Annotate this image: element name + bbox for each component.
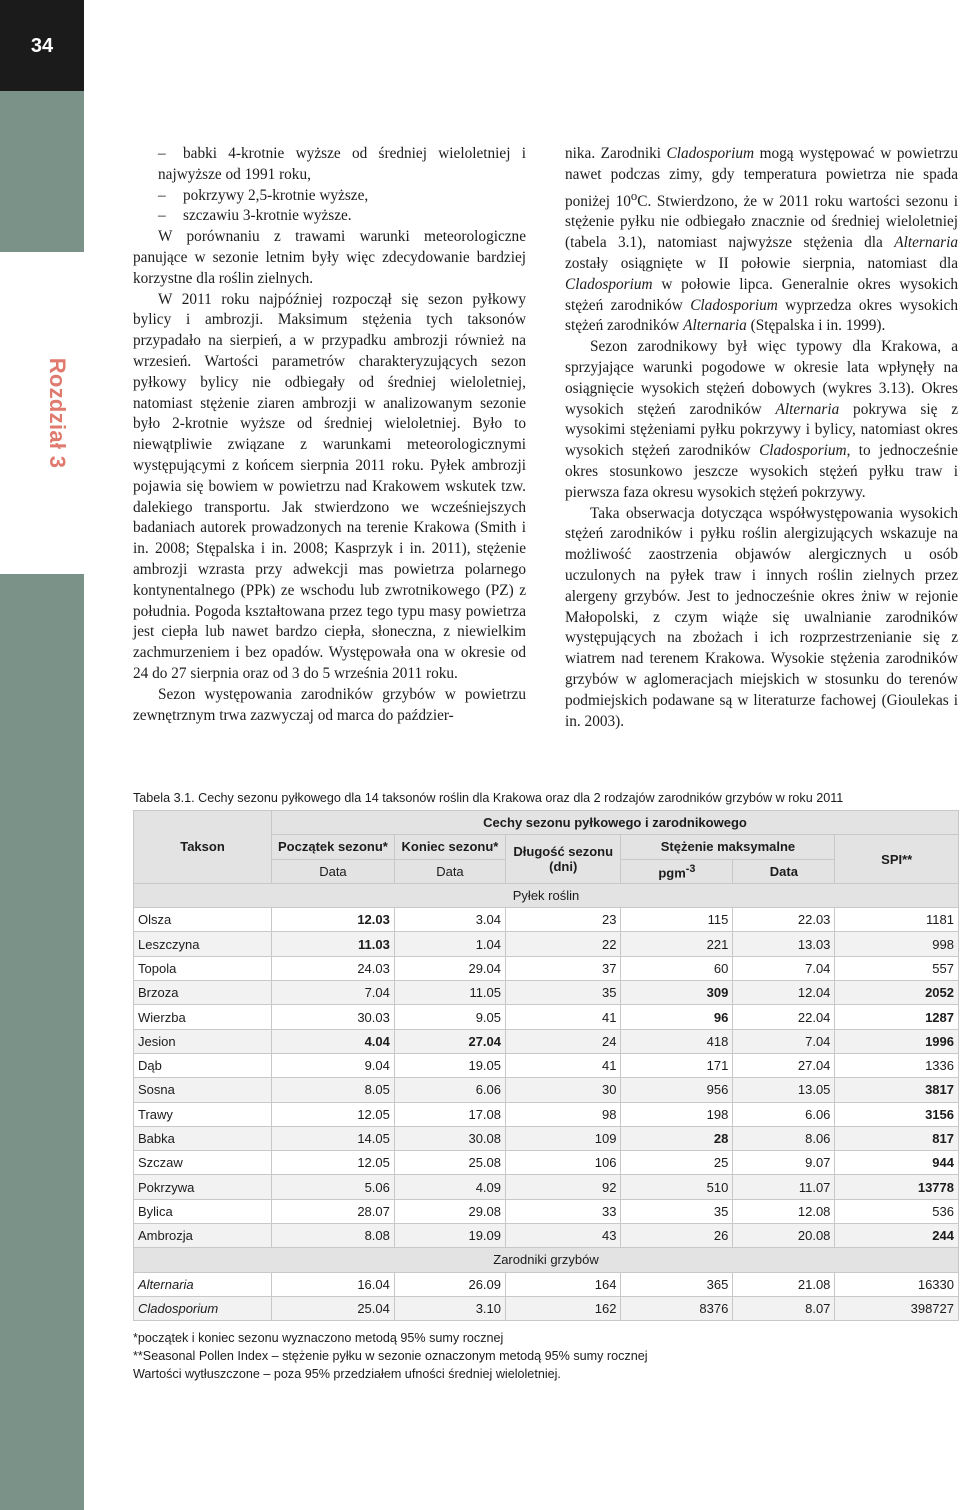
table-caption: Tabela 3.1. Cechy sezonu pyłkowego dla 14 taksonów roślin dla Krakowa oraz dla 2 rodzajów zarodników grzybów w roku 2011 — [133, 791, 844, 805]
cell-start: 8.08 — [272, 1224, 395, 1248]
cell-date: 12.04 — [733, 981, 835, 1005]
cell-takson: Alternaria — [134, 1272, 272, 1296]
cell-len: 41 — [506, 1005, 621, 1029]
cell-start: 8.05 — [272, 1078, 395, 1102]
table-row — [134, 1102, 959, 1126]
cell-start: 5.06 — [272, 1175, 395, 1199]
table-row — [134, 1078, 959, 1102]
cell-max: 956 — [621, 1078, 733, 1102]
cell-date: 13.05 — [733, 1078, 835, 1102]
cell-end: 1.04 — [394, 932, 505, 956]
cell-max: 418 — [621, 1029, 733, 1053]
cell-takson: Pokrzywa — [134, 1175, 272, 1199]
cell-takson: Olsza — [134, 908, 272, 932]
cell-max: 8376 — [621, 1296, 733, 1320]
paragraph: W 2011 roku najpóźniej rozpoczął się sezon pyłkowy bylicy i ambrozji. Maksimum stężenia tych taksonów przypadało na sierpień, a w przypadku ambrozji również na wrzesień. Wartości parametrów charakteryzujących sezon pyłkowy bylicy nie odbiegały od średniej wieloletniej, natomiast stężenie ziaren ambrozji w analizowanym sezonie było 2-krotnie wyższe od średniej wieloletniej. Było to niewątpliwie związane z warunkami meteorologicznymi występującymi z końcem sierpnia 2011 roku. Pyłek ambrozji pojawia się bowiem w powietrzu nad Krakowem wskutek tzw. dalekiego transportu. Jak stwierdzono we wcześniejszych badaniach autorek prowadzonych na terenie Krakowa (Smith i in. 2008; Stępalska i in. 2008; Kasprzyk i in. 2011), stężenie ambrozji wzrasta przy adwekcji mas powietrza polarnego kontynentalnego (PPk) ze wschodu lub zwrotnikowego (PZ) z południa. Pogoda kształtowana przez tego typu masy powietrza jest ciepła lub nawet bardzo ciepła, słoneczna, z niewielkim zachmurzeniem i bez opadów. Występowała ona w okresie od 24 do 27 sierpnia oraz od 3 do 5 września 2011 roku. — [133, 290, 526, 682]
header-group: Cechy sezonu pyłkowego i zarodnikowego — [272, 811, 959, 835]
cell-date: 21.08 — [733, 1272, 835, 1296]
cell-date: 7.04 — [733, 1029, 835, 1053]
cell-max: 221 — [621, 932, 733, 956]
cell-date: 22.04 — [733, 1005, 835, 1029]
table-body — [134, 883, 959, 1320]
cell-takson: Ambrozja — [134, 1224, 272, 1248]
cell-max: 35 — [621, 1199, 733, 1223]
cell-date: 6.06 — [733, 1102, 835, 1126]
cell-end: 19.05 — [394, 1053, 505, 1077]
cell-len: 164 — [506, 1272, 621, 1296]
table-notes — [133, 1329, 648, 1384]
left-text-column — [133, 144, 526, 726]
bullet-item: – babki 4-krotnie wyższe od średniej wieloletniej i najwyższe od 1991 roku, — [133, 144, 526, 186]
table-row — [134, 1005, 959, 1029]
cell-end: 9.05 — [394, 1005, 505, 1029]
cell-takson: Leszczyna — [134, 932, 272, 956]
cell-start: 7.04 — [272, 981, 395, 1005]
cell-spi: 244 — [835, 1224, 959, 1248]
header-data: Data — [272, 859, 395, 883]
cell-max: 198 — [621, 1102, 733, 1126]
paragraph: W porównaniu z trawami warunki meteorologiczne panujące w sezonie letnim były więc zdecydowanie bardziej korzystne dla roślin zielnych. — [133, 228, 526, 287]
cell-end: 3.04 — [394, 908, 505, 932]
bullet-item: – szczawiu 3-krotnie wyższe. — [133, 206, 526, 227]
cell-max: 115 — [621, 908, 733, 932]
cell-takson: Sosna — [134, 1078, 272, 1102]
cell-len: 35 — [506, 981, 621, 1005]
cell-start: 30.03 — [272, 1005, 395, 1029]
cell-spi: 13778 — [835, 1175, 959, 1199]
table-row — [134, 932, 959, 956]
cell-end: 26.09 — [394, 1272, 505, 1296]
cell-start: 16.04 — [272, 1272, 395, 1296]
cell-end: 6.06 — [394, 1078, 505, 1102]
cell-date: 12.08 — [733, 1199, 835, 1223]
cell-start: 24.03 — [272, 956, 395, 980]
group-row-pollen: Pyłek roślin — [134, 883, 959, 907]
cell-len: 22 — [506, 932, 621, 956]
chapter-label: Rozdział 3 — [45, 357, 70, 469]
cell-start: 14.05 — [272, 1126, 395, 1150]
table-row — [134, 1199, 959, 1223]
cell-takson: Trawy — [134, 1102, 272, 1126]
cell-end: 11.05 — [394, 981, 505, 1005]
right-text-column — [565, 144, 958, 732]
cell-max: 309 — [621, 981, 733, 1005]
cell-max: 365 — [621, 1272, 733, 1296]
cell-start: 28.07 — [272, 1199, 395, 1223]
cell-date: 22.03 — [733, 908, 835, 932]
paragraph: nika. Zarodniki Cladosporium mogą występować w powietrzu nawet podczas zimy, gdy temperatura powietrza nie spada poniżej 10$^o$C. Stwierdzono, że w 2011 roku wartości sezonu i stężenie pyłku nie odbiegało znacznie od średniej wieloletniej (tabela 3.1), natomiast najwyższe stężenia dla Alternaria zostały osiągnięte w II połowie sierpnia, natomiast dla Cladosporium w połowie lipca. Generalnie okres wysokich stężeń zarodników Cladosporium wyprzedza okres wysokich stężeń zarodników Alternaria (Stępalska i in. 1999). — [565, 145, 958, 335]
table-row — [134, 1175, 959, 1199]
note: *początek i koniec sezonu wyznaczono metodą 95% sumy rocznej — [133, 1331, 504, 1345]
cell-spi: 16330 — [835, 1272, 959, 1296]
cell-date: 9.07 — [733, 1151, 835, 1175]
cell-end: 4.09 — [394, 1175, 505, 1199]
cell-takson: Dąb — [134, 1053, 272, 1077]
cell-max: 28 — [621, 1126, 733, 1150]
table-row — [134, 956, 959, 980]
cell-end: 17.08 — [394, 1102, 505, 1126]
table-row — [134, 1224, 959, 1248]
cell-takson: Szczaw — [134, 1151, 272, 1175]
season-table — [133, 810, 959, 1321]
cell-end: 19.09 — [394, 1224, 505, 1248]
cell-takson: Topola — [134, 956, 272, 980]
cell-spi: 1181 — [835, 908, 959, 932]
cell-spi: 3817 — [835, 1078, 959, 1102]
cell-spi: 2052 — [835, 981, 959, 1005]
cell-takson: Bylica — [134, 1199, 272, 1223]
paragraph: Taka obserwacja dotycząca współwystępowania wysokich stężeń zarodników i pyłku roślin alergizujących wskazuje na możliwość zaostrzenia objawów alergicznych u osób uczulonych na pyłek traw i innych roślin zielnych przez alergeny grzybów. Jest to jednocześnie okres żniw w rejonie Małopolski, z czym wiąże się uwalnianie zarodników występujących na zbożach i ich rozprzestrzenianie się z wiatrem nad terenem Krakowa. Wysokie stężenia zarodników grzybów w aglomeracjach miejskich w stosunku do terenów podmiejskich podawane są w literaturze fachowej (Gioulekas i in. 2003). — [565, 504, 958, 730]
cell-spi: 998 — [835, 932, 959, 956]
page-number: 34 — [0, 0, 84, 91]
cell-max: 60 — [621, 956, 733, 980]
cell-len: 92 — [506, 1175, 621, 1199]
header-max: Stężenie maksymalne — [621, 835, 835, 859]
cell-end: 3.10 — [394, 1296, 505, 1320]
cell-max: 510 — [621, 1175, 733, 1199]
cell-takson: Wierzba — [134, 1005, 272, 1029]
cell-date: 11.07 — [733, 1175, 835, 1199]
sidebar-band — [0, 0, 84, 1510]
cell-len: 43 — [506, 1224, 621, 1248]
header-spi: SPI** — [835, 835, 959, 884]
cell-len: 23 — [506, 908, 621, 932]
table-row — [134, 1151, 959, 1175]
cell-spi: 944 — [835, 1151, 959, 1175]
cell-start: 11.03 — [272, 932, 395, 956]
cell-spi: 1336 — [835, 1053, 959, 1077]
note: Wartości wytłuszczone – poza 95% przedziałem ufności średniej wieloletniej. — [133, 1367, 561, 1382]
cell-spi: 1996 — [835, 1029, 959, 1053]
table-row — [134, 1126, 959, 1150]
chapter-tab — [0, 252, 84, 574]
cell-spi: 557 — [835, 956, 959, 980]
cell-len: 37 — [506, 956, 621, 980]
table-row — [134, 1053, 959, 1077]
cell-end: 30.08 — [394, 1126, 505, 1150]
cell-start: 12.05 — [272, 1151, 395, 1175]
cell-spi: 398727 — [835, 1296, 959, 1320]
cell-date: 7.04 — [733, 956, 835, 980]
cell-len: 24 — [506, 1029, 621, 1053]
cell-len: 106 — [506, 1151, 621, 1175]
table-row — [134, 908, 959, 932]
cell-spi: 817 — [835, 1126, 959, 1150]
cell-start: 25.04 — [272, 1296, 395, 1320]
cell-max: 26 — [621, 1224, 733, 1248]
cell-spi: 3156 — [835, 1102, 959, 1126]
cell-len: 98 — [506, 1102, 621, 1126]
cell-takson: Babka — [134, 1126, 272, 1150]
cell-max: 96 — [621, 1005, 733, 1029]
cell-end: 29.08 — [394, 1199, 505, 1223]
paragraph: Sezon występowania zarodników grzybów w powietrzu zewnętrznym trwa zazwyczaj od marca do paździer- — [133, 685, 526, 724]
cell-len: 30 — [506, 1078, 621, 1102]
header-data: Data — [394, 859, 505, 883]
paragraph: Sezon zarodnikowy był więc typowy dla Krakowa, a sprzyjające warunki pogodowe w okresie lata wpłynęły na osiągnięcie wysokich stężeń dobowych (wykres 3.13). Okres wysokich stężeń zarodników Alternaria pokrywa się z wysokimi stężeniami pyłku pokrzywy i bylicy, natomiast okres wysokich stężeń zarodników Cladosporium, to jednocześnie okres stosunkowo jeszcze wysokich stężeń pyłku traw i pierwsza faza okresu wysokich stężeń pokrzywy. — [565, 338, 958, 501]
header-data: Data — [733, 859, 835, 883]
bullet-item: – pokrzywy 2,5-krotnie wyższe, — [133, 186, 526, 207]
cell-end: 25.08 — [394, 1151, 505, 1175]
table-row — [134, 1296, 959, 1320]
cell-date: 27.04 — [733, 1053, 835, 1077]
cell-len: 41 — [506, 1053, 621, 1077]
cell-date: 13.03 — [733, 932, 835, 956]
cell-takson: Brzoza — [134, 981, 272, 1005]
cell-date: 8.07 — [733, 1296, 835, 1320]
cell-end: 29.04 — [394, 956, 505, 980]
table-row — [134, 1029, 959, 1053]
cell-len: 33 — [506, 1199, 621, 1223]
cell-max: 171 — [621, 1053, 733, 1077]
cell-spi: 1287 — [835, 1005, 959, 1029]
table-row — [134, 981, 959, 1005]
table-row — [134, 1272, 959, 1296]
cell-date: 8.06 — [733, 1126, 835, 1150]
cell-spi: 536 — [835, 1199, 959, 1223]
header-takson: Takson — [134, 811, 272, 884]
header-end: Koniec sezonu* — [394, 835, 505, 859]
cell-date: 20.08 — [733, 1224, 835, 1248]
header-length: Długość sezonu (dni) — [506, 835, 621, 884]
group-row-spores: Zarodniki grzybów — [134, 1248, 959, 1272]
cell-start: 12.05 — [272, 1102, 395, 1126]
cell-len: 162 — [506, 1296, 621, 1320]
cell-takson: Jesion — [134, 1029, 272, 1053]
cell-len: 109 — [506, 1126, 621, 1150]
header-start: Początek sezonu* — [272, 835, 395, 859]
cell-start: 4.04 — [272, 1029, 395, 1053]
cell-takson: Cladosporium — [134, 1296, 272, 1320]
cell-end: 27.04 — [394, 1029, 505, 1053]
header-unit: pgm$^{-3}$ — [621, 859, 733, 883]
cell-start: 9.04 — [272, 1053, 395, 1077]
cell-start: 12.03 — [272, 908, 395, 932]
cell-max: 25 — [621, 1151, 733, 1175]
note: **Seasonal Pollen Index – stężenie pyłku w sezonie oznaczonym metodą 95% sumy rocznej — [133, 1349, 648, 1364]
